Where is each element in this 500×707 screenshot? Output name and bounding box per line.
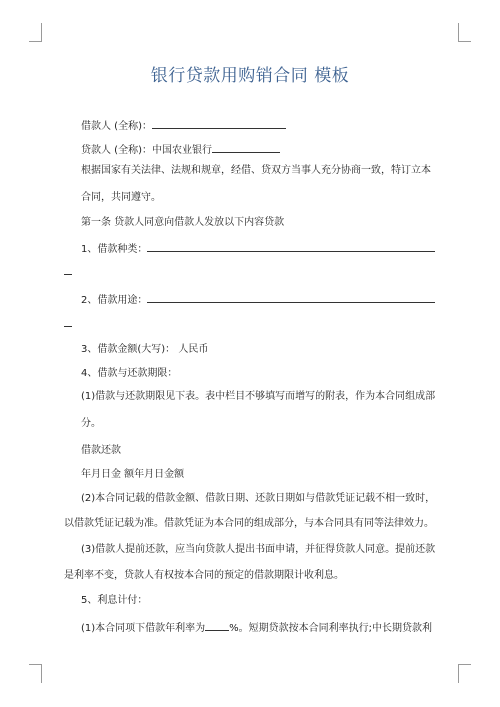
lender-label: 贷款人 (全称)： (81, 145, 152, 156)
clause-2-line-1: (2)本合同记载的借款金额、借款日期、还款日期如与借款凭证记载不相一致时， (81, 493, 436, 504)
loan-amount: 3、借款金额(大写)： 人民币 (81, 344, 209, 355)
loan-repayment: 借款还款 (81, 445, 121, 456)
term-note-text: (1)借款与还款期限见下表。表中栏目不够填写而增写的附表，作为本合同组成部分。 (81, 391, 436, 429)
continuation-dash (64, 319, 72, 327)
interest-rate-blank[interactable] (205, 619, 229, 631)
loan-use-continuation (64, 318, 436, 332)
crop-mark-top-right (458, 23, 471, 42)
interest-heading: 5、利息计付： (81, 595, 148, 606)
clause-3-line-1: (3)借款人提前还款，应当向贷款人提出书面申请，并征得贷款人同意。提前还款 (81, 544, 436, 555)
loan-use-line (81, 291, 436, 308)
preamble-line-1 (81, 164, 436, 211)
borrower-blank[interactable] (152, 117, 286, 129)
interest-pre: (1)本合同项下借款年利率为 (81, 623, 206, 634)
crop-mark-bottom-left (29, 664, 42, 683)
interest-line (81, 619, 436, 636)
crop-mark-bottom-right (458, 664, 471, 683)
term-note (81, 383, 436, 437)
loan-term-heading: 4、借款与还款期限： (81, 368, 178, 379)
loan-type-line (81, 240, 436, 257)
borrower-line (81, 117, 436, 134)
loan-type-label: 1、借款种类： (81, 244, 148, 255)
continuation-dash (64, 267, 72, 275)
loan-use-label: 2、借款用途： (81, 295, 148, 306)
lender-blank[interactable] (212, 141, 280, 153)
clause-3-line-2: 是利率不变，贷款人有权按本合同的预定的借款期限计收利息。 (64, 570, 344, 581)
document-title: 银行贷款用购销合同 模板 (150, 66, 350, 86)
date-amount: 年月日金 额年月日金额 (81, 469, 185, 480)
article-1: 第一条 贷款人同意向借款人发放以下内容贷款 (81, 217, 285, 228)
loan-use-blank[interactable] (147, 291, 435, 303)
clause-2-line-2: 以借款凭证记载为准。借款凭证为本合同的组成部分，与本合同具有同等法律效力。 (64, 518, 434, 529)
lender-value: 中国农业银行 (151, 145, 212, 156)
loan-type-blank[interactable] (147, 240, 435, 252)
crop-mark-top-left (29, 23, 42, 42)
loan-type-continuation (64, 266, 436, 280)
borrower-label: 借款人 (全称)： (81, 121, 152, 132)
preamble-text: 根据国家有关法律、法规和规章，经借、贷双方当事人充分协商一致，特订立本合同，共同遵守。 (81, 165, 431, 203)
interest-post: %。短期贷款按本合同利率执行;中长期贷款利 (229, 623, 433, 634)
lender-line (81, 141, 436, 158)
